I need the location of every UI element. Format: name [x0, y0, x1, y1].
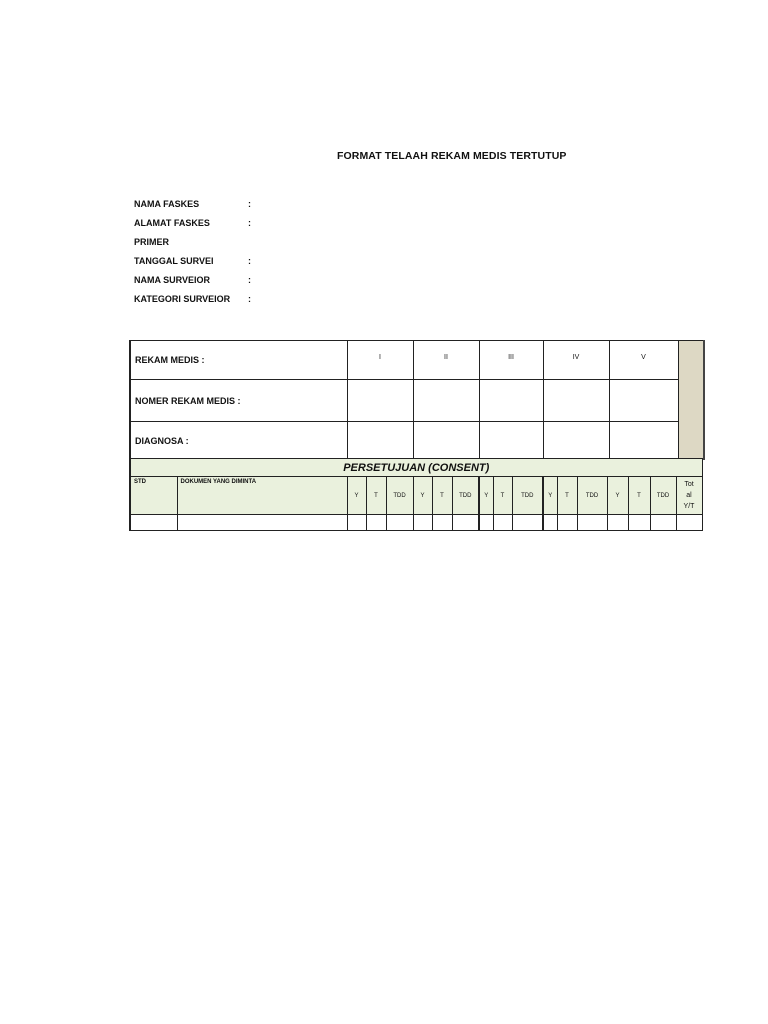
sub-header-tdd: TDD — [577, 477, 607, 515]
consent-table — [129, 458, 703, 531]
sub-header-y: Y — [479, 477, 493, 515]
sub-header-y: Y — [607, 477, 628, 515]
sub-header-y: Y — [413, 477, 432, 515]
record-col-header: IV — [543, 341, 609, 380]
check-cell — [432, 515, 452, 531]
check-cell — [628, 515, 650, 531]
info-label: NAMA FASKES — [134, 199, 200, 209]
info-label: NAMA SURVEIOR — [134, 275, 211, 285]
info-label: ALAMAT FASKES — [134, 218, 210, 228]
info-colon: : — [248, 218, 251, 228]
check-cell — [543, 515, 557, 531]
total-header — [676, 477, 702, 515]
record-row-diagnosa — [130, 422, 704, 460]
record-cell — [347, 380, 413, 422]
record-label: DIAGNOSA : — [130, 422, 347, 460]
record-col-header: V — [609, 341, 678, 380]
record-label: NOMER REKAM MEDIS : — [130, 380, 347, 422]
info-label: PRIMER — [134, 237, 170, 247]
record-row-nomer-rekam-medis — [130, 380, 704, 422]
sub-header-t: T — [432, 477, 452, 515]
check-cell — [366, 515, 386, 531]
record-cell — [479, 422, 543, 460]
check-cell — [493, 515, 512, 531]
check-cell — [347, 515, 366, 531]
total-cell — [676, 515, 702, 531]
info-colon: : — [248, 199, 251, 209]
check-cell — [386, 515, 413, 531]
consent-title-row — [130, 459, 702, 477]
consent-header-row — [130, 477, 702, 515]
consent-data-row — [130, 515, 702, 531]
check-cell — [607, 515, 628, 531]
sub-header-y: Y — [543, 477, 557, 515]
record-col-header: I — [347, 341, 413, 380]
total-header-line: al — [686, 492, 692, 499]
record-label: REKAM MEDIS : — [130, 341, 347, 380]
record-col-header: II — [413, 341, 479, 380]
check-cell — [512, 515, 543, 531]
check-cell — [479, 515, 493, 531]
total-header-line: Tot — [684, 481, 694, 488]
check-cell — [650, 515, 676, 531]
check-cell — [557, 515, 577, 531]
check-cell — [413, 515, 432, 531]
info-colon: : — [248, 275, 251, 285]
record-cell — [543, 380, 609, 422]
sub-header-y: Y — [347, 477, 366, 515]
consent-title: PERSETUJUAN (CONSENT) — [130, 459, 702, 477]
record-table — [129, 340, 705, 460]
info-label: KATEGORI SURVEIOR — [134, 294, 231, 304]
record-col-header: III — [479, 341, 543, 380]
info-label: TANGGAL SURVEI — [134, 256, 214, 266]
record-side-cell — [678, 341, 704, 460]
document-header: DOKUMEN YANG DIMINTA — [177, 477, 347, 515]
check-cell — [452, 515, 479, 531]
sub-header-tdd: TDD — [650, 477, 676, 515]
record-cell — [413, 422, 479, 460]
std-cell — [130, 515, 177, 531]
check-cell — [577, 515, 607, 531]
std-header: STD — [130, 477, 177, 515]
sub-header-t: T — [628, 477, 650, 515]
document-title: FORMAT TELAAH REKAM MEDIS TERTUTUP — [337, 150, 567, 162]
info-colon: : — [248, 294, 251, 304]
sub-header-tdd: TDD — [452, 477, 479, 515]
record-cell — [609, 380, 678, 422]
record-cell — [543, 422, 609, 460]
record-cell — [479, 380, 543, 422]
sub-header-tdd: TDD — [512, 477, 543, 515]
record-cell — [413, 380, 479, 422]
record-row-rekam-medis — [130, 341, 704, 380]
sub-header-t: T — [366, 477, 386, 515]
document-cell — [177, 515, 347, 531]
total-header-line: Y/T — [683, 503, 695, 510]
sub-header-t: T — [557, 477, 577, 515]
record-cell — [609, 422, 678, 460]
sub-header-t: T — [493, 477, 512, 515]
sub-header-tdd: TDD — [386, 477, 413, 515]
record-cell — [347, 422, 413, 460]
info-colon: : — [248, 256, 251, 266]
